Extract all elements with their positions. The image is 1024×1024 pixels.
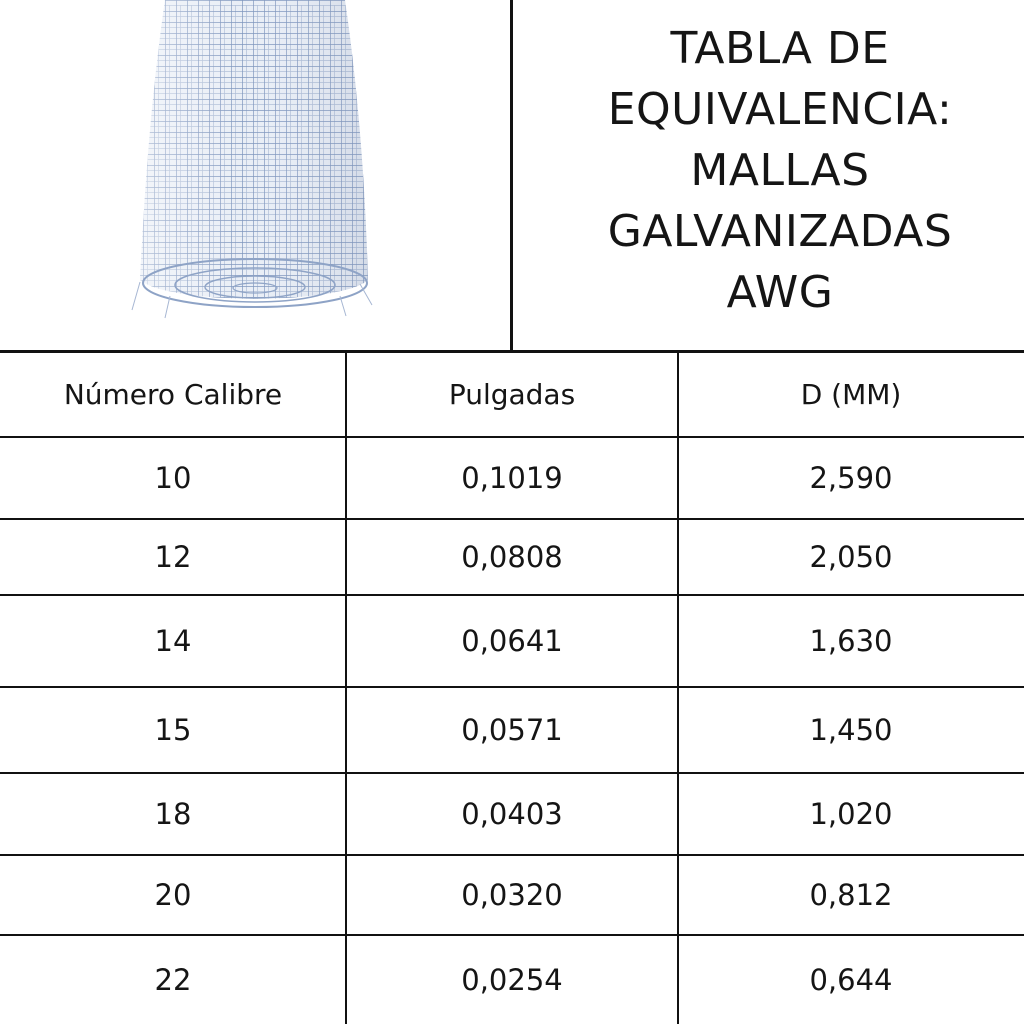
diameter-cell: 0,812 — [809, 878, 893, 912]
title-line: TABLA DE — [670, 23, 890, 74]
diameter-cell: 2,590 — [809, 461, 893, 495]
diameter-cell: 1,630 — [809, 624, 893, 658]
inches-cell: 0,0641 — [461, 624, 563, 658]
gauge-cell: 10 — [154, 461, 192, 495]
title-line: GALVANIZADAS — [607, 206, 953, 257]
header-gauge-number: Número Calibre — [63, 377, 283, 411]
gauge-cell: 12 — [154, 540, 192, 574]
inches-cell: 0,0320 — [461, 878, 563, 912]
gauge-cell: 14 — [154, 624, 192, 658]
table-row — [0, 856, 1024, 936]
table-row — [0, 936, 1024, 1024]
table-row — [0, 688, 1024, 774]
title-line: AWG — [726, 267, 834, 318]
inches-cell: 0,0403 — [461, 797, 563, 831]
header-inches: Pulgadas — [448, 377, 576, 411]
diameter-cell: 0,644 — [809, 963, 893, 997]
inches-cell: 0,0808 — [461, 540, 563, 574]
gauge-cell: 20 — [154, 878, 192, 912]
table-row — [0, 438, 1024, 520]
diameter-cell: 1,450 — [809, 713, 893, 747]
equivalence-table — [0, 352, 1024, 1024]
inches-cell: 0,1019 — [461, 461, 563, 495]
gauge-cell: 22 — [154, 963, 192, 997]
gauge-cell: 15 — [154, 713, 192, 747]
table-row — [0, 596, 1024, 688]
table-header-row — [0, 352, 1024, 438]
diameter-cell: 2,050 — [809, 540, 893, 574]
page-title — [530, 18, 1024, 323]
table-row — [0, 774, 1024, 856]
gauge-cell: 18 — [154, 797, 192, 831]
title-line: MALLAS — [690, 145, 870, 196]
header-diameter-mm: D (MM) — [800, 377, 902, 411]
inches-cell: 0,0571 — [461, 713, 563, 747]
title-line: EQUIVALENCIA: — [607, 84, 953, 135]
wire-mesh-roll-icon — [110, 0, 400, 330]
table-row — [0, 520, 1024, 596]
inches-cell: 0,0254 — [461, 963, 563, 997]
diameter-cell: 1,020 — [809, 797, 893, 831]
header-vertical-divider — [510, 0, 513, 352]
